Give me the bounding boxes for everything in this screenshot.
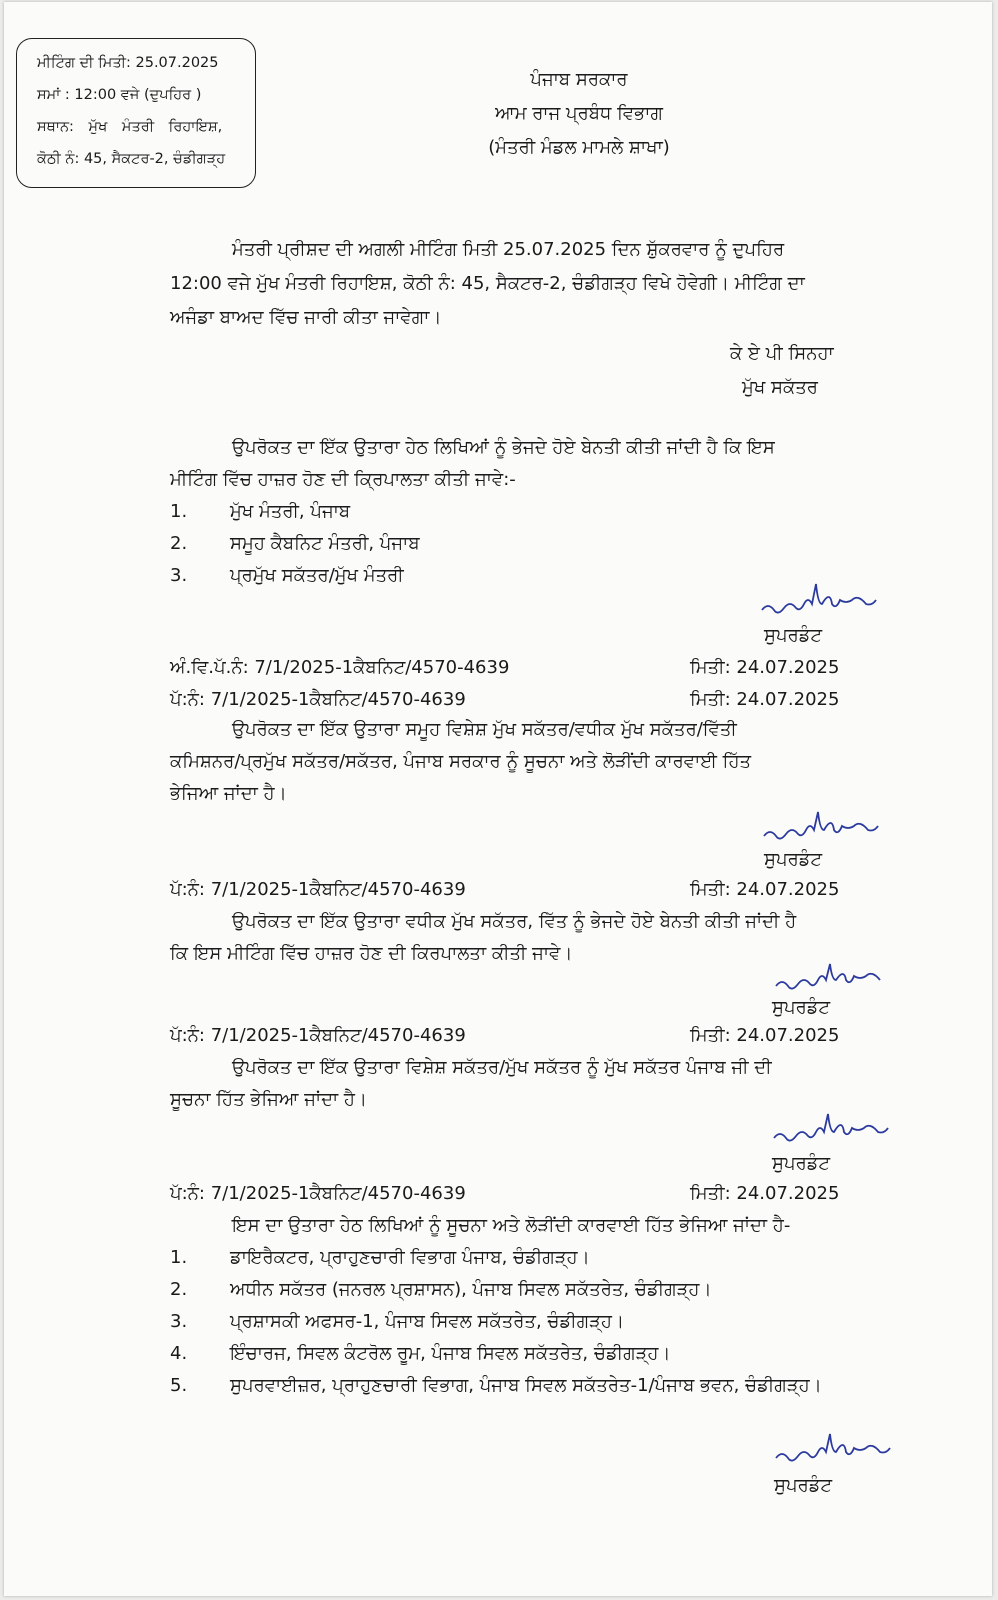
copy4-line-2: ਸੂਚਨਾ ਹਿੱਤ ਭੇਜਿਆ ਜਾਂਦਾ ਹੈ। [170,1089,368,1110]
header-department: ਆਮ ਰਾਜ ਪ੍ਰਬੰਧ ਵਿਭਾਗ [495,103,663,124]
signature-4 [768,1110,908,1154]
list-item: ਸੁਪਰਵਾਈਜ਼ਰ, ਪ੍ਰਾਹੁਣਚਾਰੀ ਵਿਭਾਗ, ਪੰਜਾਬ ਸਿਵਲ ਸਕੱਤਰੇਤ-1/ਪੰਜਾਬ ਭਵਨ, ਚੰਡੀਗੜ੍ਹ। [230,1375,822,1396]
copy3-line-1: ਉਪਰੋਕਤ ਦਾ ਇੱਕ ਉਤਾਰਾ ਵਧੀਕ ਮੁੱਖ ਸਕੱਤਰ, ਵਿੱਤ ਨੂੰ ਭੇਜਦੇ ਹੋਏ ਬੇਨਤੀ ਕੀਤੀ ਜਾਂਦੀ ਹੈ [232,911,797,932]
copy3-line-2: ਕਿ ਇਸ ਮੀਟਿੰਗ ਵਿੱਚ ਹਾਜ਼ਰ ਹੋਣ ਦੀ ਕਿਰਪਾਲਤਾ ਕੀਤੀ ਜਾਵੇ। [170,943,573,964]
copy2-line-2: ਕਮਿਸ਼ਨਰ/ਪ੍ਰਮੁੱਖ ਸਕੱਤਰ/ਸਕੱਤਰ, ਪੰਜਾਬ ਸਰਕਾਰ ਨੂੰ ਸੂਚਨਾ ਅਤੇ ਲੋੜੀਂਦੀ ਕਾਰਵਾਈ ਹਿੱਤ [170,751,752,772]
copy5-line-1: ਇਸ ਦਾ ਉਤਾਰਾ ਹੇਠ ਲਿਖਿਆਂ ਨੂੰ ਸੂਚਨਾ ਅਤੇ ਲੋੜੀਂਦੀ ਕਾਰਵਾਈ ਹਿੱਤ ਭੇਜਿਆ ਜਾਂਦਾ ਹੈ- [232,1215,791,1236]
reference-2: ਪੱ:ਨੰ: 7/1/2025-1ਕੈਬਨਿਟ/4570-4639 [170,689,466,710]
list-item: ਪ੍ਰਸ਼ਾਸਕੀ ਅਫਸਰ-1, ਪੰਜਾਬ ਸਿਵਲ ਸਕੱਤਰੇਤ, ਚੰਡੀਗੜ੍ਹ। [230,1311,625,1332]
signature-1 [756,580,896,630]
notice-line-3: ਅਜੰਡਾ ਬਾਅਦ ਵਿੱਚ ਜਾਰੀ ਕੀਤਾ ਜਾਵੇਗਾ। [170,307,442,328]
copy4-line-1: ਉਪਰੋਕਤ ਦਾ ਇੱਕ ਉਤਾਰਾ ਵਿਸ਼ੇਸ਼ ਸਕੱਤਰ/ਮੁੱਖ ਸਕੱਤਰ ਨੂੰ ਮੁੱਖ ਸਕੱਤਰ ਪੰਜਾਬ ਜੀ ਦੀ [232,1057,772,1078]
superintendent-5: ਸੁਪਰਡੰਟ [774,1475,832,1496]
reference-au: ਅੰ.ਵਿ.ਪੱ.ਨੰ: 7/1/2025-1ਕੈਬਨਿਟ/4570-4639 [170,657,510,678]
reference-date-3: ਮਿਤੀ: 24.07.2025 [690,879,840,900]
meeting-place: ਸਥਾਨ: ਮੁੱਖ ਮੰਤਰੀ ਰਿਹਾਇਸ਼, [37,119,223,135]
list-item-number: 1. [170,1247,188,1268]
copy1-line-1: ਉਪਰੋਕਤ ਦਾ ਇੱਕ ਉਤਾਰਾ ਹੇਠ ਲਿਖਿਆਂ ਨੂੰ ਭੇਜਦੇ ਹੋਏ ਬੇਨਤੀ ਕੀਤੀ ਜਾਂਦੀ ਹੈ ਕਿ ਇਸ [232,437,775,458]
superintendent-1: ਸੁਪਰਡੰਟ [764,625,822,646]
header-government: ਪੰਜਾਬ ਸਰਕਾਰ [530,69,628,90]
reference-4: ਪੱ:ਨੰ: 7/1/2025-1ਕੈਬਨਿਟ/4570-4639 [170,1025,466,1046]
reference-3: ਪੱ:ਨੰ: 7/1/2025-1ਕੈਬਨਿਟ/4570-4639 [170,879,466,900]
document-page [4,2,992,1596]
list-item: ਅਧੀਨ ਸਕੱਤਰ (ਜਨਰਲ ਪ੍ਰਸ਼ਾਸਨ), ਪੰਜਾਬ ਸਿਵਲ ਸਕੱਤਰੇਤ, ਚੰਡੀਗੜ੍ਹ। [230,1279,712,1300]
header-branch: (ਮੰਤਰੀ ਮੰਡਲ ਮਾਮਲੇ ਸ਼ਾਖਾ) [488,137,670,158]
list-item: ਇੰਚਾਰਜ, ਸਿਵਲ ਕੰਟਰੋਲ ਰੂਮ, ਪੰਜਾਬ ਸਿਵਲ ਸਕੱਤਰੇਤ, ਚੰਡੀਗੜ੍ਹ। [230,1343,671,1364]
superintendent-2: ਸੁਪਰਡੰਟ [764,849,822,870]
copy2-line-3: ਭੇਜਿਆ ਜਾਂਦਾ ਹੈ। [170,783,287,804]
list-item-number: 5. [170,1375,188,1396]
list-item: ਮੁੱਖ ਮੰਤਰੀ, ਪੰਜਾਬ [230,501,351,522]
signatory-name: ਕੇ ਏ ਪੀ ਸਿਨਹਾ [730,343,834,364]
reference-date-2: ਮਿਤੀ: 24.07.2025 [690,689,840,710]
list-item-number: 3. [170,1311,188,1332]
signatory-title: ਮੁੱਖ ਸਕੱਤਰ [742,377,818,398]
meeting-time: ਸਮਾਂ : 12:00 ਵਜੇ (ਦੁਪਹਿਰ ) [37,87,202,103]
superintendent-4: ਸੁਪਰਡੰਟ [772,1153,830,1174]
reference-date-1: ਮਿਤੀ: 24.07.2025 [690,657,840,678]
meeting-info-box [16,38,256,188]
meeting-date: ਮੀਟਿੰਗ ਦੀ ਮਿਤੀ: 25.07.2025 [37,55,219,71]
superintendent-3: ਸੁਪਰਡੰਟ [772,997,830,1018]
list-item-number: 1. [170,501,188,522]
reference-date-4: ਮਿਤੀ: 24.07.2025 [690,1025,840,1046]
list-item-number: 2. [170,533,188,554]
reference-5: ਪੱ:ਨੰ: 7/1/2025-1ਕੈਬਨਿਟ/4570-4639 [170,1183,466,1204]
meeting-address: ਕੋਠੀ ਨੰ: 45, ਸੈਕਟਰ-2, ਚੰਡੀਗੜ੍ਹ [37,151,226,167]
list-item: ਪ੍ਰਮੁੱਖ ਸਕੱਤਰ/ਮੁੱਖ ਮੰਤਰੀ [230,565,404,586]
list-item: ਡਾਇਰੈਕਟਰ, ਪ੍ਰਾਹੁਣਚਾਰੀ ਵਿਭਾਗ ਪੰਜਾਬ, ਚੰਡੀਗੜ੍ਹ। [230,1247,590,1268]
signature-5 [770,1428,910,1474]
list-item-number: 2. [170,1279,188,1300]
notice-line-1: ਮੰਤਰੀ ਪ੍ਰੀਸ਼ਦ ਦੀ ਅਗਲੀ ਮੀਟਿੰਗ ਮਿਤੀ 25.07.2025 ਦਿਨ ਸ਼ੁੱਕਰਵਾਰ ਨੂੰ ਦੁਪਹਿਰ [232,239,785,260]
copy1-line-2: ਮੀਟਿੰਗ ਵਿੱਚ ਹਾਜ਼ਰ ਹੋਣ ਦੀ ਕ੍ਰਿਪਾਲਤਾ ਕੀਤੀ ਜਾਵੇ:- [170,469,516,490]
copy2-line-1: ਉਪਰੋਕਤ ਦਾ ਇੱਕ ਉਤਾਰਾ ਸਮੂਹ ਵਿਸ਼ੇਸ਼ ਮੁੱਖ ਸਕੱਤਰ/ਵਧੀਕ ਮੁੱਖ ਸਕੱਤਰ/ਵਿੱਤੀ [232,719,737,740]
notice-line-2: 12:00 ਵਜੇ ਮੁੱਖ ਮੰਤਰੀ ਰਿਹਾਇਸ਼, ਕੋਠੀ ਨੰ: 45, ਸੈਕਟਰ-2, ਚੰਡੀਗੜ੍ਹ ਵਿਖੇ ਹੋਵੇਗੀ। ਮੀਟਿੰਗ ਦਾ [170,273,805,294]
list-item: ਸਮੂਹ ਕੈਬਨਿਟ ਮੰਤਰੀ, ਪੰਜਾਬ [230,533,420,554]
list-item-number: 4. [170,1343,188,1364]
list-item-number: 3. [170,565,188,586]
reference-date-5: ਮਿਤੀ: 24.07.2025 [690,1183,840,1204]
